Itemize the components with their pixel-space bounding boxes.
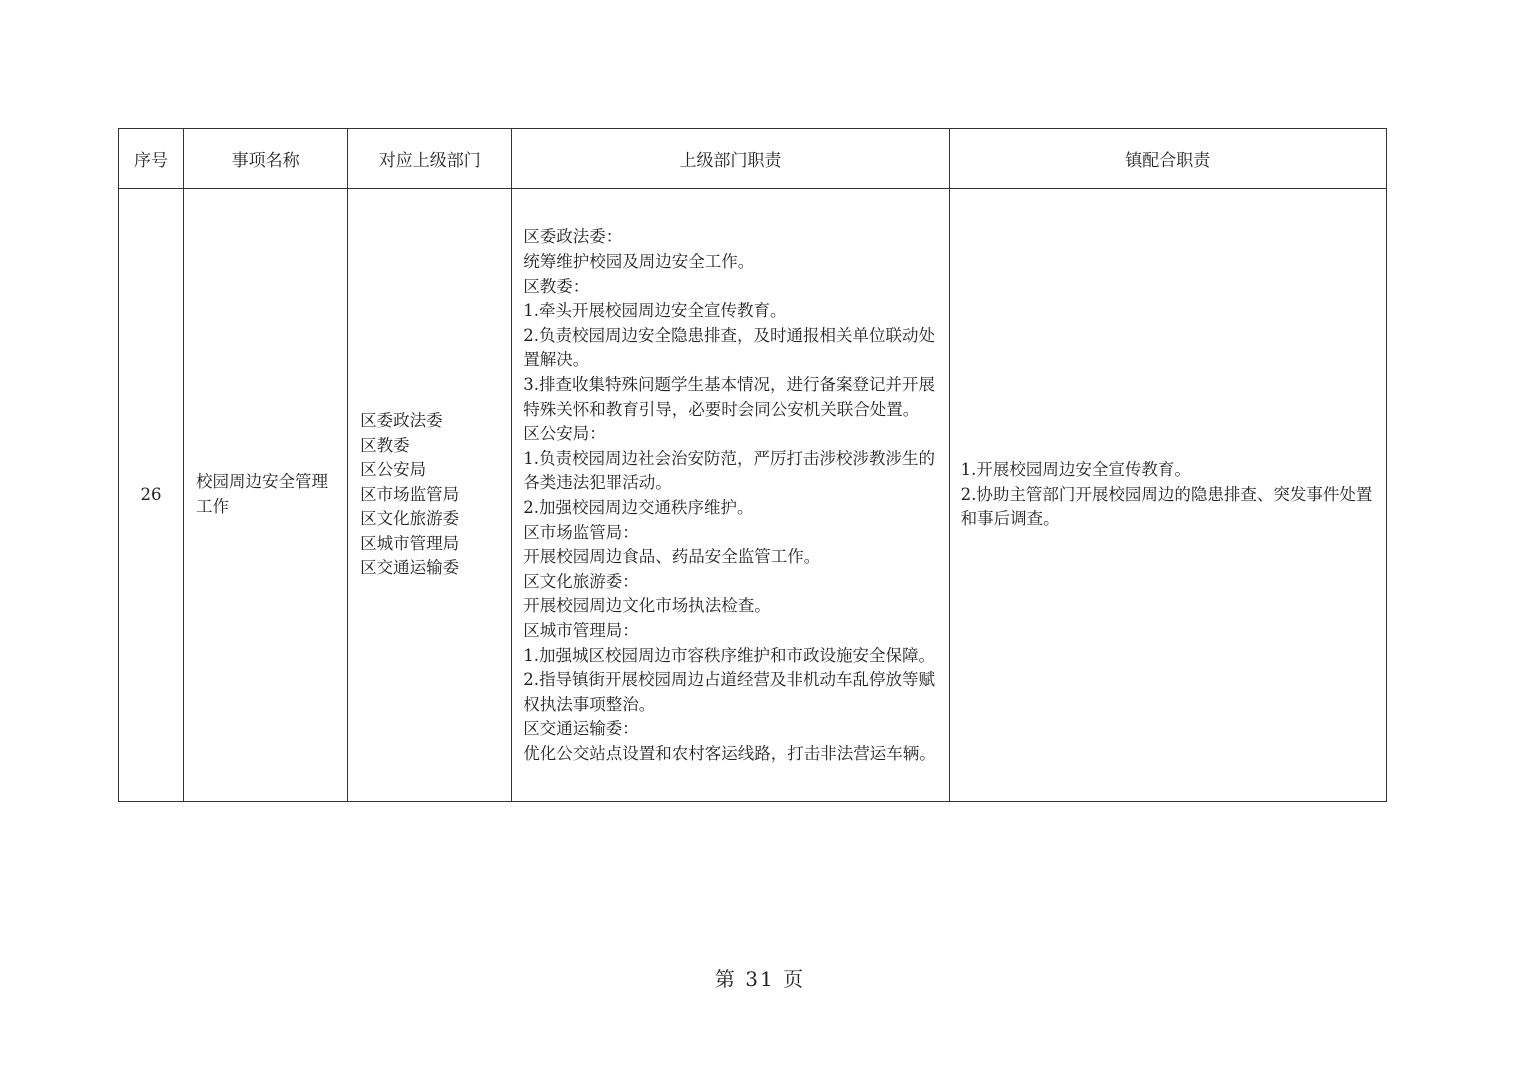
- duty-line: 优化公交站点设置和农村客运线路，打击非法营运车辆。: [523, 743, 936, 763]
- dept-line: 区公安局: [360, 460, 427, 480]
- duty-line: 1.负责校园周边社会治安防范，严厉打击涉校涉教涉生的各类违法犯罪活动。: [523, 448, 936, 493]
- dept-line: 区市场监管局: [360, 484, 460, 504]
- cell-index: 26: [119, 189, 184, 802]
- duty-line: 开展校园周边文化市场执法检查。: [523, 596, 771, 616]
- duty-line: 1.加强城区校园周边市容秩序维护和市政设施安全保障。: [523, 645, 936, 665]
- dept-line: 区文化旅游委: [360, 509, 460, 529]
- table-header-row: [119, 129, 1387, 189]
- dept-line: 区交通运输委: [360, 558, 460, 578]
- cell-town-duty: [949, 189, 1386, 802]
- town-duty-line: 1.开展校园周边安全宣传教育。: [960, 460, 1191, 480]
- duty-line: 2.加强校园周边交通秩序维护。: [523, 498, 754, 517]
- duty-line: 区教委：: [523, 276, 590, 296]
- dept-line: 区委政法委: [360, 410, 443, 430]
- cell-superior-duty: [512, 189, 949, 802]
- header-superior-duty: 上级部门职责: [512, 129, 949, 189]
- duty-line: 区城市管理局：: [523, 620, 639, 640]
- duty-line: 区委政法委：: [523, 227, 623, 247]
- duty-line: 2.指导镇街开展校园周边占道经营及非机动车乱停放等赋权执法事项整治。: [523, 670, 936, 714]
- duty-line: 区交通运输委：: [523, 719, 639, 739]
- duty-line: 1.牵头开展校园周边安全宣传教育。: [523, 301, 787, 321]
- header-superior-dept: 对应上级部门: [348, 129, 512, 189]
- dept-line: 区城市管理局: [360, 533, 460, 553]
- header-item-name: 事项名称: [184, 129, 348, 189]
- dept-line: 区教委: [360, 435, 410, 455]
- duty-line: 3.排查收集特殊问题学生基本情况，进行备案登记并开展特殊关怀和教育引导，必要时会同公安机关联合处置。: [523, 375, 936, 419]
- duty-line: 2.负责校园周边安全隐患排查，及时通报相关单位联动处置解决。: [523, 325, 936, 370]
- cell-item-name: 校园周边安全管理工作: [184, 189, 348, 802]
- duty-line: 区文化旅游委：: [523, 571, 639, 591]
- duty-line: 区公安局：: [523, 424, 606, 444]
- duty-line: 统筹维护校园及周边安全工作。: [523, 252, 755, 272]
- duty-line: 开展校园周边食品、药品安全监管工作。: [523, 547, 821, 567]
- header-town-duty: 镇配合职责: [949, 129, 1386, 189]
- page-number: 第 31 页: [714, 967, 806, 991]
- header-index: 序号: [119, 129, 184, 189]
- duty-line: 区市场监管局：: [523, 522, 639, 542]
- cell-superior-dept: [348, 189, 512, 802]
- duty-table: [118, 128, 1387, 802]
- table-row: [119, 189, 1387, 802]
- town-duty-line: 2.协助主管部门开展校园周边的隐患排查、突发事件处置和事后调查。: [960, 484, 1373, 529]
